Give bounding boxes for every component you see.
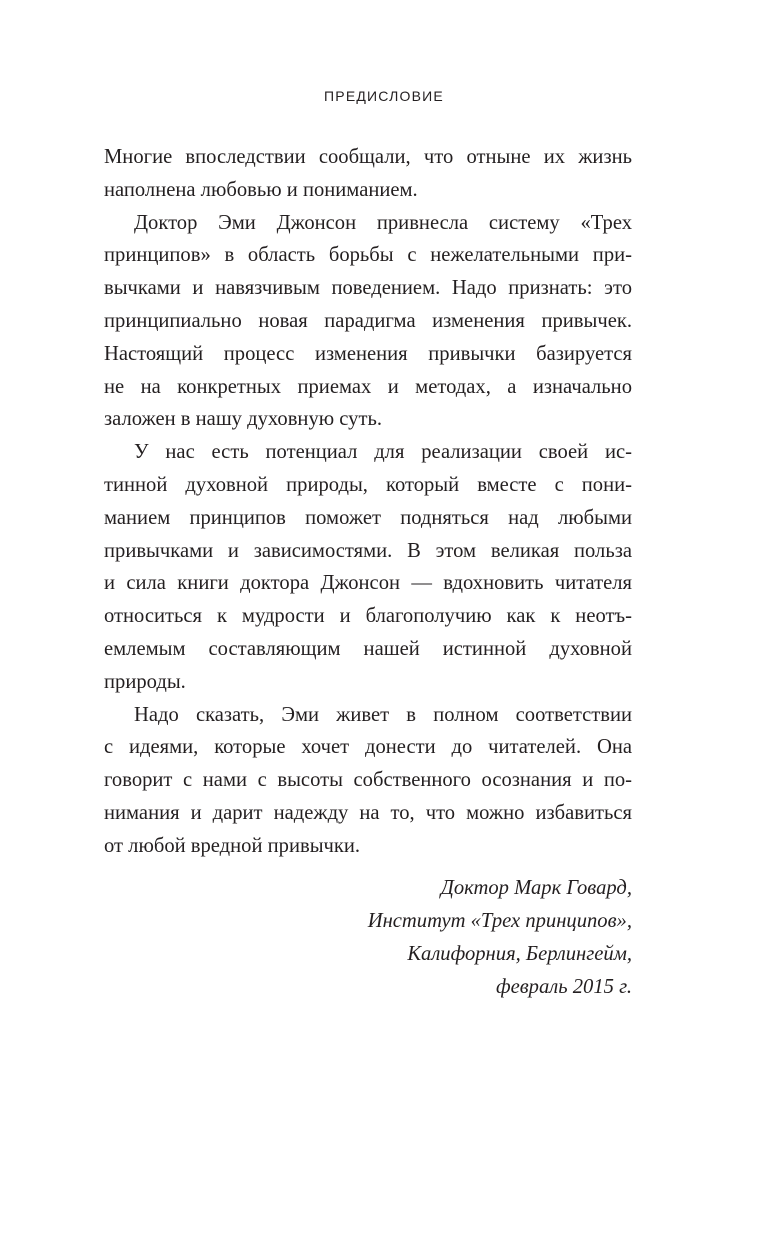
paragraph-3 <box>104 436 632 698</box>
paragraph-4 <box>104 699 632 863</box>
text-line: Многие впоследствии сообщали, что отныне их жизнь <box>104 146 632 168</box>
text-line: от любой вредной привычки. <box>104 834 361 857</box>
text-line: вычками и навязчивым поведением. Надо признать: это <box>104 277 632 300</box>
text-line: У нас есть потенциал для реализации своей ис- <box>134 441 632 464</box>
text-line: не на конкретных приемах и методах, а изначально <box>104 375 632 398</box>
signature-block <box>104 872 632 1004</box>
signature-date: февраль 2015 г. <box>495 976 632 998</box>
text-line: принципиально новая парадигма изменения привычек. <box>104 309 632 332</box>
text-line: тинной духовной природы, который вместе с пони- <box>104 473 632 496</box>
text-line: говорит с нами с высоты собственного осознания и по- <box>104 769 632 792</box>
body-text <box>104 141 632 863</box>
paragraph-2 <box>104 207 632 437</box>
text-line: наполнена любовью и пониманием. <box>104 178 418 201</box>
signature-institution: Институт «Трех принципов», <box>367 910 632 932</box>
text-line: заложен в нашу духовную суть. <box>104 408 382 431</box>
text-line: с идеями, которые хочет донести до читателей. Она <box>104 736 632 759</box>
text-line: относиться к мудрости и благополучию как к неотъ- <box>104 605 632 628</box>
text-line: и сила книги доктора Джонсон — вдохновить читателя <box>104 572 632 595</box>
paragraph-1 <box>104 141 632 207</box>
text-line: нимания и дарит надежду на то, что можно избавиться <box>104 801 632 824</box>
text-line: манием принципов поможет подняться над любыми <box>104 506 632 529</box>
text-line: Доктор Эми Джонсон привнесла систему «Трех <box>134 211 632 234</box>
text-line: принципов» в область борьбы с нежелательными при- <box>104 244 632 267</box>
signature-name: Доктор Марк Говард, <box>440 877 632 899</box>
text-line: Надо сказать, Эми живет в полном соответствии <box>134 703 632 726</box>
text-line: Настоящий процесс изменения привычки базируется <box>104 342 632 365</box>
text-line: природы. <box>104 670 186 693</box>
running-head: ПРЕДИСЛОВИЕ <box>324 88 444 104</box>
text-line: емлемым составляющим нашей истинной духовной <box>104 637 632 660</box>
text-line: привычками и зависимостями. В этом великая польза <box>104 539 632 562</box>
signature-location: Калифорния, Берлингейм, <box>407 943 632 965</box>
